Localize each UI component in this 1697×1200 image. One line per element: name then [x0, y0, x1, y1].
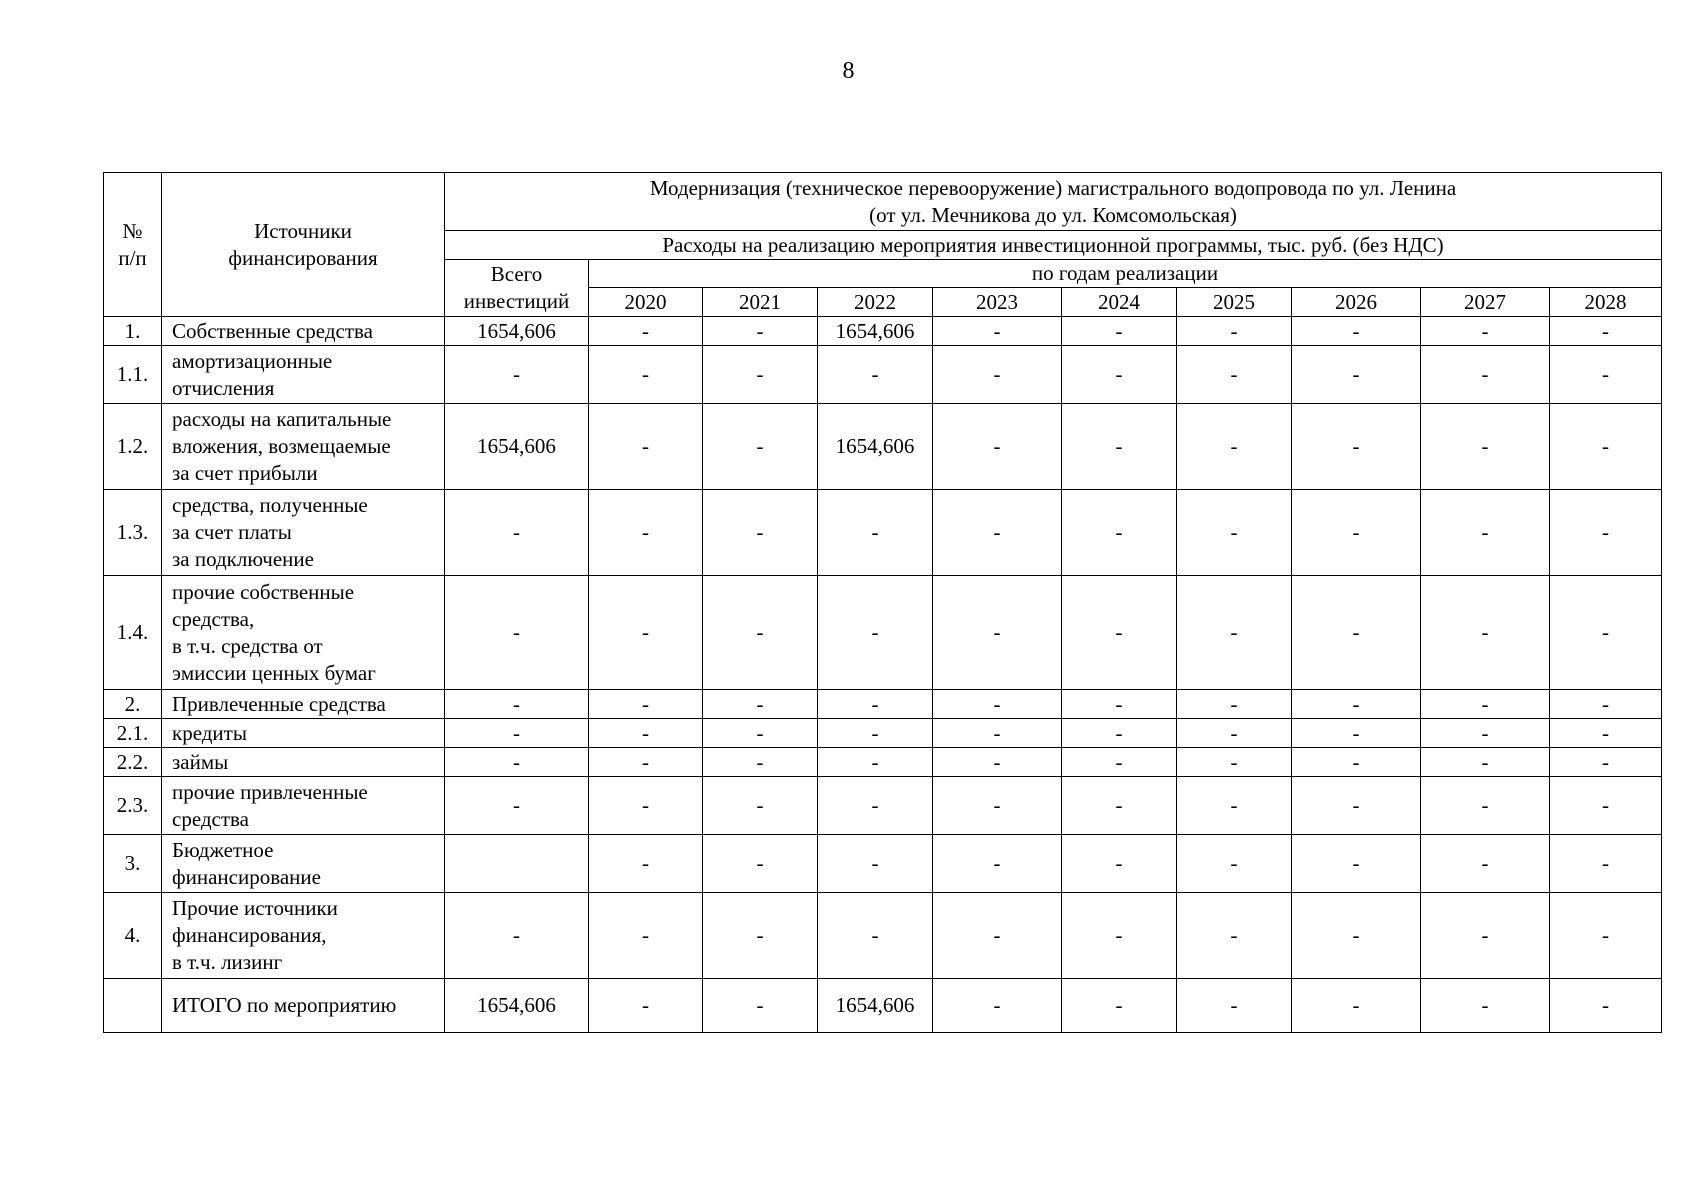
row-year-value: -: [589, 979, 703, 1033]
row-year-value: -: [933, 719, 1062, 748]
row-year-value: -: [1550, 490, 1662, 576]
row-year-value: -: [1177, 835, 1292, 893]
row-year-value: -: [1550, 748, 1662, 777]
row-year-value: -: [818, 719, 933, 748]
table-row: [104, 777, 1662, 835]
row-year-value: -: [1177, 893, 1292, 979]
header-year: 2022: [818, 288, 933, 317]
row-year-value: -: [1550, 893, 1662, 979]
row-source: Привлеченные средства: [162, 690, 445, 719]
row-year-value: -: [933, 979, 1062, 1033]
row-year-value: -: [703, 835, 818, 893]
row-year-value: -: [1292, 777, 1421, 835]
row-year-value: -: [703, 346, 818, 404]
row-year-value: -: [703, 490, 818, 576]
row-year-value: -: [1292, 576, 1421, 690]
header-year: 2027: [1421, 288, 1550, 317]
row-year-value: -: [703, 748, 818, 777]
row-year-value: -: [1177, 690, 1292, 719]
row-total: -: [445, 893, 589, 979]
row-year-value: -: [1062, 346, 1177, 404]
row-year-value: -: [933, 835, 1062, 893]
row-year-value: -: [589, 346, 703, 404]
header-expenses: Расходы на реализацию мероприятия инвестиционной программы, тыс. руб. (без НДС): [445, 231, 1662, 260]
row-source: Собственные средства: [162, 317, 445, 346]
row-year-value: -: [1177, 346, 1292, 404]
row-year-value: -: [1550, 690, 1662, 719]
row-year-value: -: [589, 777, 703, 835]
row-number: 2.1.: [104, 719, 162, 748]
row-year-value: -: [818, 777, 933, 835]
row-year-value: -: [1421, 404, 1550, 490]
row-year-value: -: [933, 317, 1062, 346]
row-year-value: -: [1550, 777, 1662, 835]
row-total: -: [445, 576, 589, 690]
row-number: 1.1.: [104, 346, 162, 404]
row-year-value: -: [1292, 346, 1421, 404]
row-source: расходы на капитальные вложения, возмещаемые за счет прибыли: [162, 404, 445, 490]
row-year-value: -: [1292, 490, 1421, 576]
page-number: 8: [842, 58, 855, 84]
row-number: 2.2.: [104, 748, 162, 777]
row-source: Бюджетное финансирование: [162, 835, 445, 893]
row-year-value: -: [589, 893, 703, 979]
row-year-value: -: [1062, 835, 1177, 893]
row-year-value: -: [703, 317, 818, 346]
header-year: 2023: [933, 288, 1062, 317]
table-row: [104, 317, 1662, 346]
row-source: прочие привлеченные средства: [162, 777, 445, 835]
financing-table: [103, 172, 1662, 1033]
row-number: [104, 979, 162, 1033]
row-year-value: -: [1550, 835, 1662, 893]
row-year-value: -: [1177, 317, 1292, 346]
row-source: займы: [162, 748, 445, 777]
row-year-value: -: [1292, 748, 1421, 777]
row-number: 1.2.: [104, 404, 162, 490]
row-source: средства, полученные за счет платы за подключение: [162, 490, 445, 576]
row-year-value: 1654,606: [818, 317, 933, 346]
row-year-value: -: [1421, 719, 1550, 748]
row-year-value: -: [589, 690, 703, 719]
row-year-value: -: [1292, 317, 1421, 346]
row-year-value: -: [1421, 748, 1550, 777]
row-year-value: -: [933, 777, 1062, 835]
row-year-value: -: [589, 719, 703, 748]
row-total: -: [445, 346, 589, 404]
table-row: [104, 719, 1662, 748]
row-year-value: -: [1177, 404, 1292, 490]
row-year-value: -: [818, 690, 933, 719]
header-year: 2021: [703, 288, 818, 317]
row-year-value: -: [1062, 690, 1177, 719]
row-total: -: [445, 490, 589, 576]
row-year-value: -: [703, 893, 818, 979]
row-year-value: -: [1177, 777, 1292, 835]
row-year-value: -: [703, 719, 818, 748]
header-year: 2024: [1062, 288, 1177, 317]
row-year-value: -: [818, 490, 933, 576]
row-year-value: -: [818, 346, 933, 404]
row-number: 2.: [104, 690, 162, 719]
row-year-value: -: [703, 404, 818, 490]
row-year-value: -: [1292, 893, 1421, 979]
row-year-value: -: [1177, 979, 1292, 1033]
header-total: Всего инвестиций: [445, 260, 589, 317]
row-year-value: -: [1062, 719, 1177, 748]
row-total: -: [445, 777, 589, 835]
row-year-value: -: [1177, 719, 1292, 748]
row-year-value: -: [589, 835, 703, 893]
row-year-value: -: [1550, 404, 1662, 490]
row-year-value: -: [1421, 835, 1550, 893]
row-year-value: -: [933, 893, 1062, 979]
row-year-value: -: [589, 317, 703, 346]
row-year-value: -: [1421, 777, 1550, 835]
row-year-value: -: [1062, 979, 1177, 1033]
row-year-value: -: [933, 490, 1062, 576]
row-year-value: -: [1062, 777, 1177, 835]
row-year-value: -: [589, 576, 703, 690]
row-year-value: -: [703, 690, 818, 719]
row-year-value: -: [1421, 690, 1550, 719]
row-total: -: [445, 690, 589, 719]
row-number: 4.: [104, 893, 162, 979]
row-source: кредиты: [162, 719, 445, 748]
row-year-value: -: [1421, 346, 1550, 404]
row-year-value: -: [1550, 346, 1662, 404]
row-year-value: -: [1062, 893, 1177, 979]
table-row: [104, 346, 1662, 404]
row-year-value: -: [1062, 317, 1177, 346]
row-number: 3.: [104, 835, 162, 893]
row-total: 1654,606: [445, 404, 589, 490]
row-year-value: -: [1292, 979, 1421, 1033]
row-total: [445, 835, 589, 893]
table-row: [104, 690, 1662, 719]
row-source: прочие собственные средства, в т.ч. средства от эмиссии ценных бумаг: [162, 576, 445, 690]
row-source: амортизационные отчисления: [162, 346, 445, 404]
row-year-value: -: [589, 748, 703, 777]
table-row: [104, 748, 1662, 777]
row-year-value: 1654,606: [818, 979, 933, 1033]
row-year-value: -: [1421, 979, 1550, 1033]
row-year-value: -: [1292, 404, 1421, 490]
header-no: № п/п: [104, 173, 162, 317]
header-sources: Источники финансирования: [162, 173, 445, 317]
row-year-value: -: [1292, 690, 1421, 719]
row-year-value: -: [933, 748, 1062, 777]
row-year-value: -: [1062, 404, 1177, 490]
row-source: Прочие источники финансирования, в т.ч. лизинг: [162, 893, 445, 979]
row-year-value: -: [1550, 719, 1662, 748]
row-year-value: -: [1550, 317, 1662, 346]
row-number: 1.3.: [104, 490, 162, 576]
header-year: 2020: [589, 288, 703, 317]
header-year: 2025: [1177, 288, 1292, 317]
row-year-value: -: [1062, 490, 1177, 576]
row-year-value: -: [589, 404, 703, 490]
row-number: 1.: [104, 317, 162, 346]
row-total: -: [445, 719, 589, 748]
row-number: 1.4.: [104, 576, 162, 690]
row-total: 1654,606: [445, 979, 589, 1033]
table-row: [104, 576, 1662, 690]
header-year: 2028: [1550, 288, 1662, 317]
row-source: ИТОГО по мероприятию: [162, 979, 445, 1033]
table-row: [104, 490, 1662, 576]
row-total: -: [445, 748, 589, 777]
row-year-value: -: [1062, 576, 1177, 690]
header-year: 2026: [1292, 288, 1421, 317]
row-year-value: -: [1421, 893, 1550, 979]
row-year-value: -: [818, 835, 933, 893]
table-row: [104, 979, 1662, 1033]
row-total: 1654,606: [445, 317, 589, 346]
row-year-value: -: [589, 490, 703, 576]
row-year-value: -: [1177, 748, 1292, 777]
row-year-value: -: [933, 576, 1062, 690]
row-year-value: -: [933, 346, 1062, 404]
row-year-value: -: [1550, 979, 1662, 1033]
row-year-value: -: [933, 404, 1062, 490]
row-year-value: -: [703, 777, 818, 835]
table-row: [104, 893, 1662, 979]
row-year-value: 1654,606: [818, 404, 933, 490]
row-year-value: -: [703, 979, 818, 1033]
row-year-value: -: [1421, 490, 1550, 576]
row-year-value: -: [1292, 835, 1421, 893]
row-year-value: -: [1177, 490, 1292, 576]
row-year-value: -: [703, 576, 818, 690]
table-row: [104, 835, 1662, 893]
row-year-value: -: [933, 690, 1062, 719]
row-year-value: -: [818, 576, 933, 690]
row-year-value: -: [1292, 719, 1421, 748]
row-year-value: -: [1421, 576, 1550, 690]
row-year-value: -: [1421, 317, 1550, 346]
row-year-value: -: [1177, 576, 1292, 690]
row-year-value: -: [818, 893, 933, 979]
row-year-value: -: [1550, 576, 1662, 690]
row-year-value: -: [1062, 748, 1177, 777]
row-year-value: -: [818, 748, 933, 777]
header-project-title: Модернизация (техническое перевооружение) магистрального водопровода по ул. Ленина (от ул. Мечникова до ул. Комсомольская): [445, 173, 1662, 231]
row-number: 2.3.: [104, 777, 162, 835]
header-by-years: по годам реализации: [589, 260, 1662, 288]
table-row: [104, 404, 1662, 490]
